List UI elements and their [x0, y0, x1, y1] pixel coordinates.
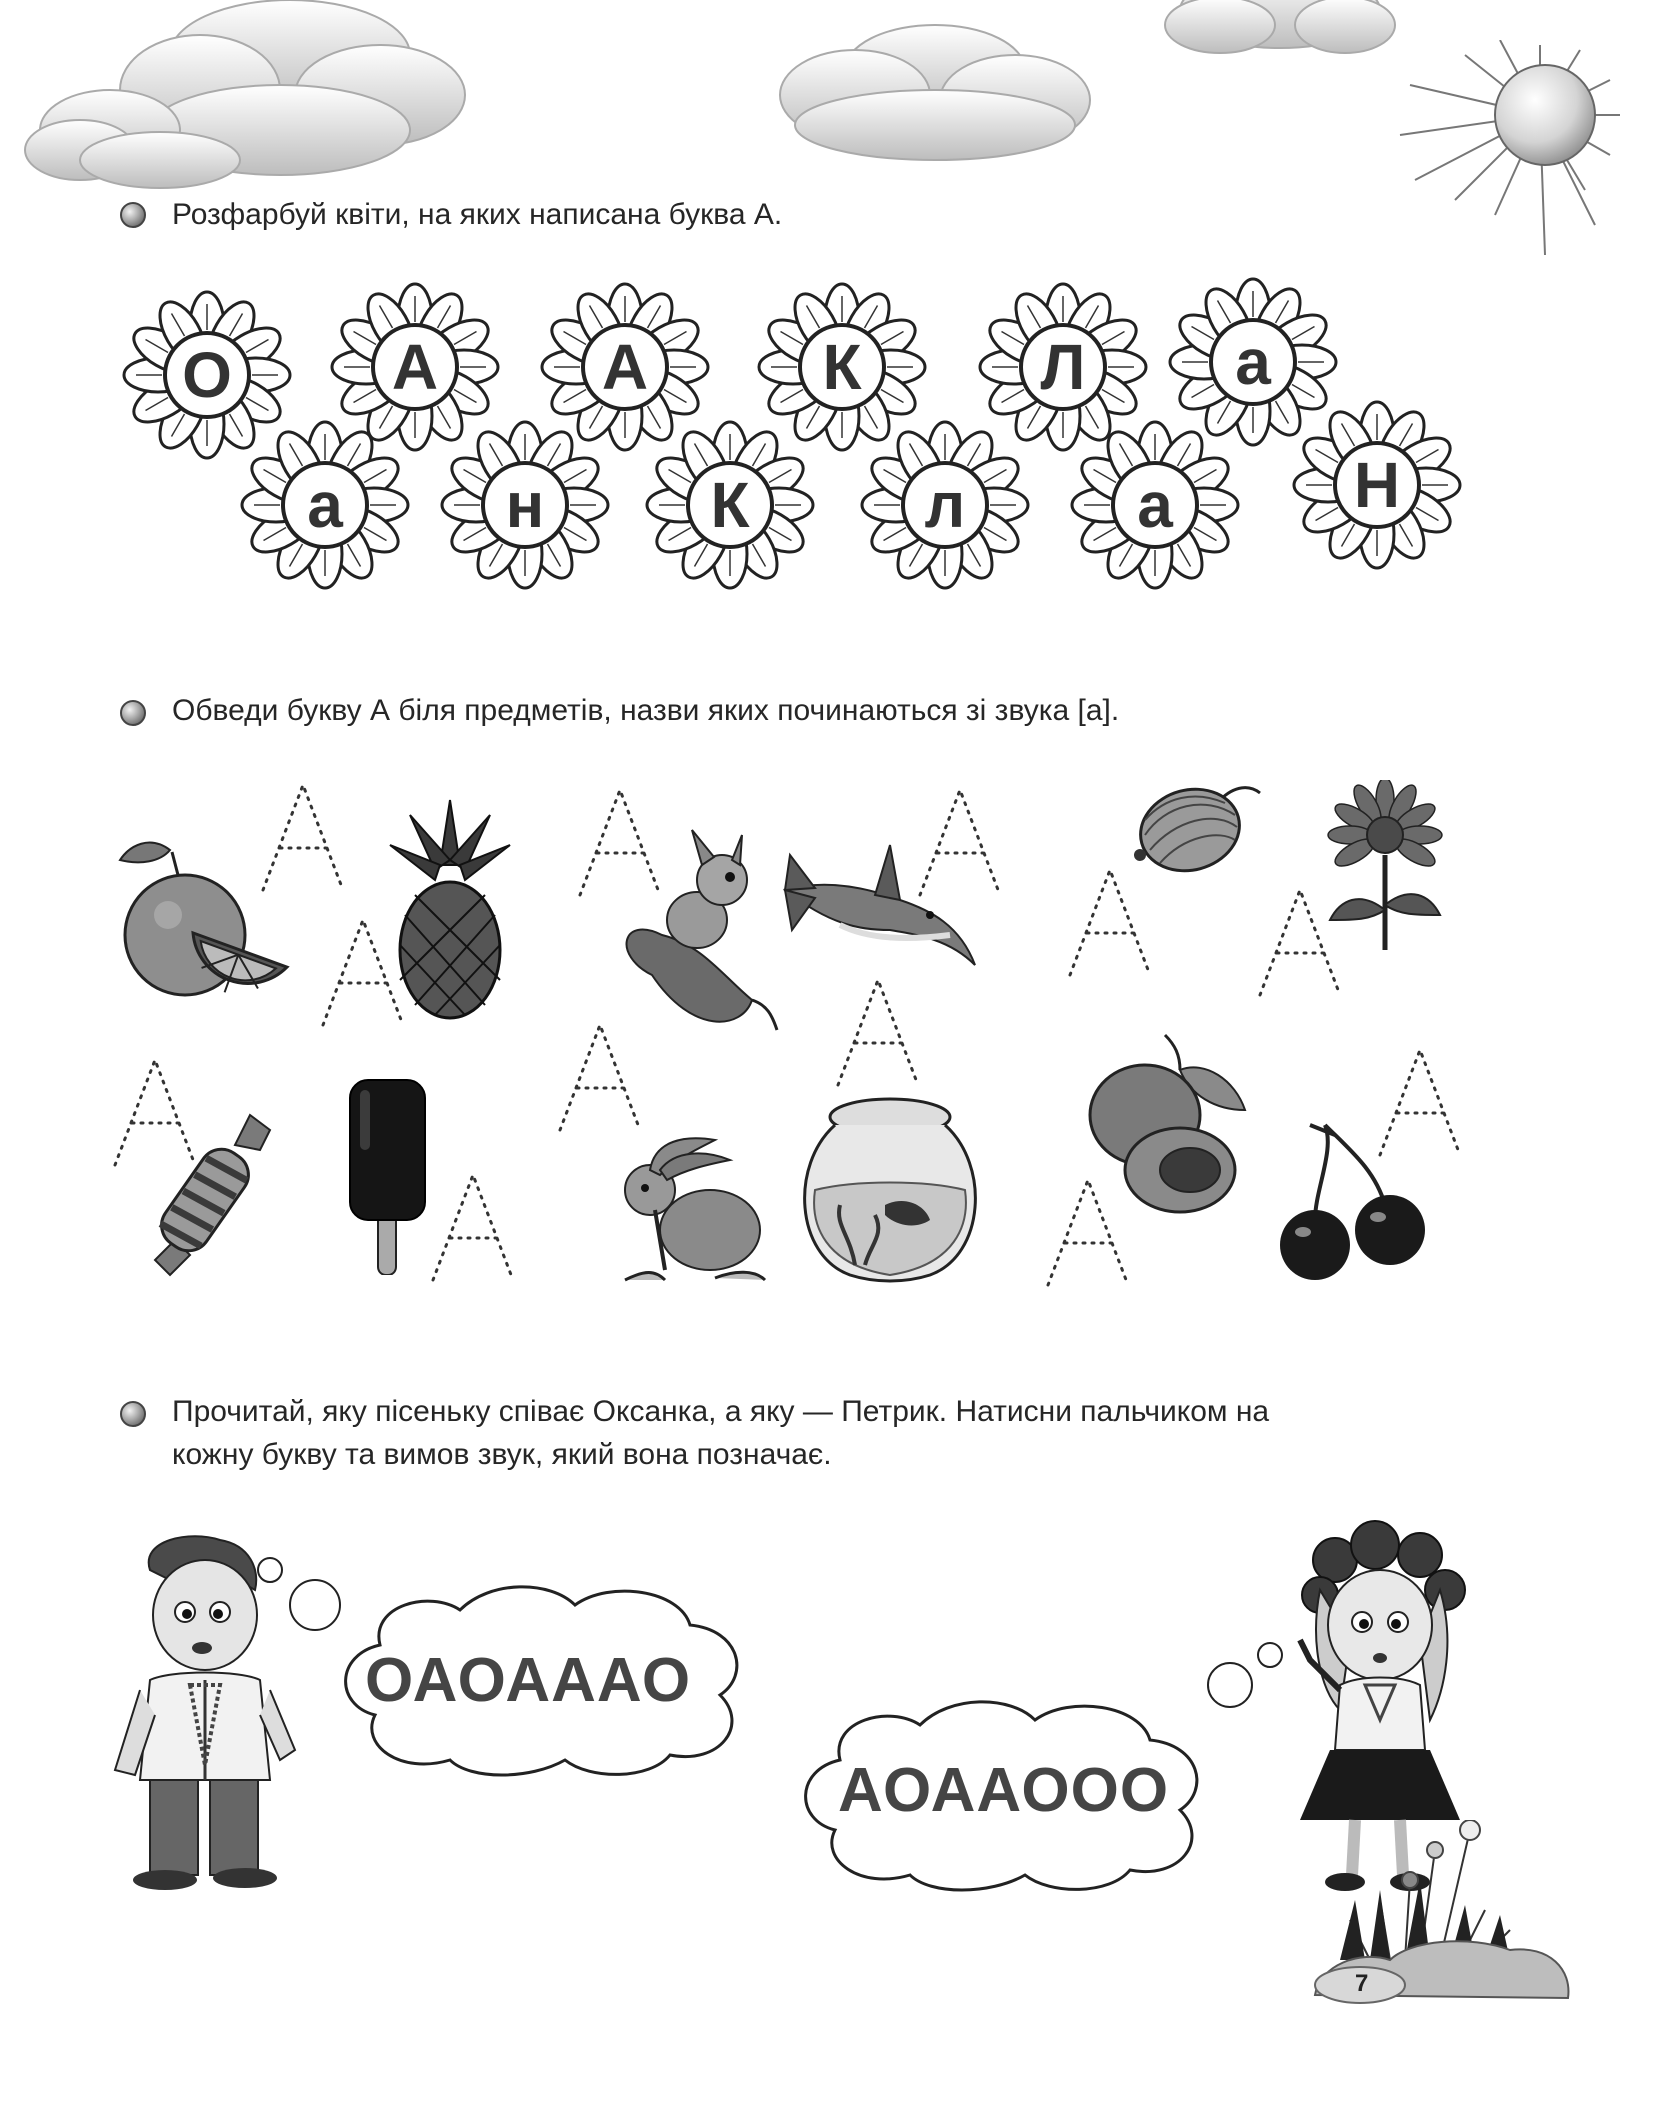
flower-row2-1[interactable]: [240, 420, 410, 590]
task3-instruction-line1: Прочитай, яку пісеньку співає Оксанка, а яку — Петрик. Натисни пальчиком на: [172, 1395, 1270, 1428]
sun-icon: [1395, 40, 1625, 260]
candy-icon[interactable]: [140, 1110, 280, 1280]
flower-letter: а: [1137, 469, 1173, 541]
shark-icon[interactable]: [780, 840, 980, 975]
flower-letter: О: [182, 339, 232, 411]
squirrel-icon[interactable]: [612, 825, 782, 1035]
thought-bubble-small: [1195, 1635, 1290, 1715]
dotted-letter-a[interactable]: [555, 1020, 645, 1135]
flower-row2-6[interactable]: [1292, 400, 1462, 570]
task-bullet: [120, 202, 146, 228]
dotted-letter-a[interactable]: [833, 975, 923, 1090]
flower-letter: К: [822, 331, 862, 403]
orange-icon[interactable]: [110, 830, 290, 1000]
flower-letter: н: [505, 469, 545, 541]
flower-letter: К: [710, 469, 750, 541]
aster-flower-icon[interactable]: [1300, 780, 1470, 955]
popsicle-icon[interactable]: [345, 1075, 430, 1275]
flower-letter: А: [391, 331, 439, 403]
task-bullet: [120, 1401, 146, 1427]
cherry-icon[interactable]: [1275, 1120, 1435, 1280]
task3-instruction-line2: кожну букву та вимов звук, який вона позначає.: [172, 1438, 832, 1471]
pineapple-icon[interactable]: [385, 795, 515, 1020]
flower-letter: Н: [1353, 449, 1401, 521]
boy-song-text[interactable]: ОАОАААО: [365, 1646, 692, 1715]
flower-row2-3[interactable]: [645, 420, 815, 590]
task1-instruction: Розфарбуй квіти, на яких написана буква А.: [172, 198, 783, 231]
aquarium-icon[interactable]: [795, 1095, 985, 1285]
flower-letter: а: [307, 469, 343, 541]
flower-row2-4[interactable]: [860, 420, 1030, 590]
flower-letter: Л: [1040, 331, 1086, 403]
task2-instruction: Обведи букву А біля предметів, назви яких починаються зі звука [а].: [172, 694, 1120, 727]
flower-row2-2[interactable]: [440, 420, 610, 590]
apricot-icon[interactable]: [1085, 1030, 1255, 1215]
hare-icon[interactable]: [605, 1130, 770, 1285]
girl-song-text[interactable]: АОААООО: [838, 1756, 1170, 1825]
gooseberry-icon[interactable]: [1125, 775, 1265, 885]
cloud-icon: [20, 0, 560, 190]
flower-row2-5[interactable]: [1070, 420, 1240, 590]
task-bullet: [120, 700, 146, 726]
dotted-letter-a[interactable]: [428, 1170, 518, 1285]
page-number: 7: [1355, 1970, 1369, 1997]
flower-letter: а: [1235, 326, 1271, 398]
flower-letter: А: [601, 331, 649, 403]
cloud-icon: [1160, 0, 1400, 60]
flower-letter: л: [924, 469, 966, 541]
cloud-icon: [765, 15, 1105, 165]
rocks-flowers-decoration: [1310, 1820, 1575, 2010]
